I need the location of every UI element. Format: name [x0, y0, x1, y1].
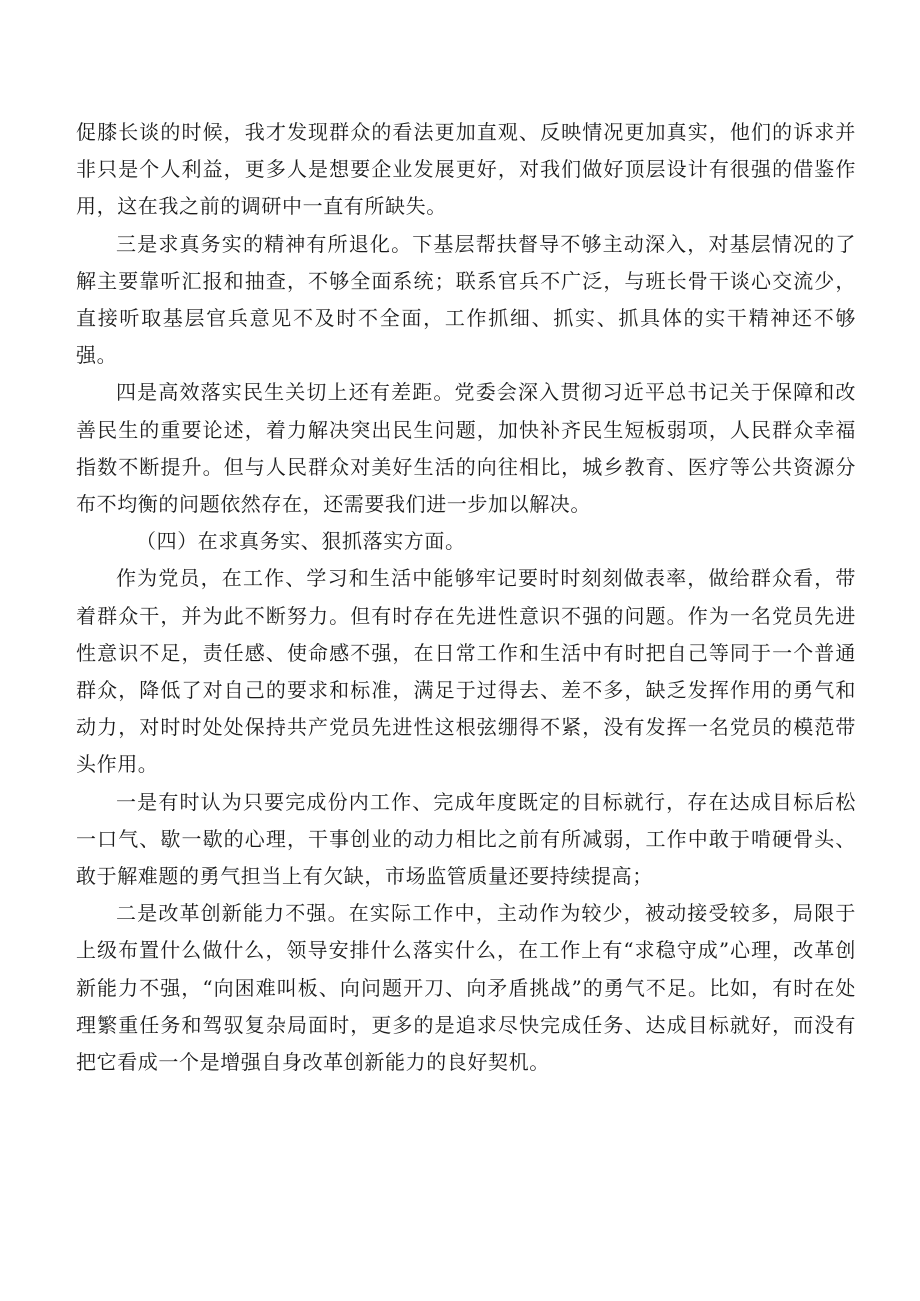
- paragraph-point-two: 二是改革创新能力不强。在实际工作中，主动作为较少，被动接受较多，局限于上级布置什么做什么，领导安排什么落实什么，在工作上有“求稳守成”心理，改革创新能力不强，“向困难叫板、向问题开刀、向矛盾挑战”的勇气不足。比如，有时在处理繁重任务和驾驭复杂局面时，更多的是追求尽快完成任务、达成目标就好，而没有把它看成一个是增强自身改革创新能力的良好契机。: [76, 901, 856, 1075]
- paragraph-point-one: 一是有时认为只要完成份内工作、完成年度既定的目标就行，存在达成目标后松一口气、歇一歇的心理，干事创业的动力相比之前有所减弱，工作中敢于啃硬骨头、敢于解难题的勇气担当上有欠缺，市场监管质量还要持续提高；: [76, 789, 856, 889]
- paragraph-party-member: 作为党员，在工作、学习和生活中能够牢记要时时刻刻做表率，做给群众看，带着群众干，并为此不断努力。但有时存在先进性意识不强的问题。作为一名党员先进性意识不足，责任感、使命感不强，在日常工作和生活中有时把自己等同于一个普通群众，降低了对自己的要求和标准，满足于过得去、差不多，缺乏发挥作用的勇气和动力，对时时处处保持共产党员先进性这根弦绷得不紧，没有发挥一名党员的模范带头作用。: [76, 566, 856, 777]
- paragraph-point-three: 三是求真务实的精神有所退化。下基层帮扶督导不够主动深入，对基层情况的了解主要靠听汇报和抽查，不够全面系统；联系官兵不广泛，与班长骨干谈心交流少，直接听取基层官兵意见不及时不全面，工作抓细、抓实、抓具体的实干精神还不够强。: [76, 231, 856, 368]
- paragraph-point-four: 四是高效落实民生关切上还有差距。党委会深入贯彻习近平总书记关于保障和改善民生的重要论述，着力解决突出民生问题，加快补齐民生短板弱项，人民群众幸福指数不断提升。但与人民群众对美好生活的向往相比，城乡教育、医疗等公共资源分布不均衡的问题依然存在，还需要我们进一步加以解决。: [76, 380, 856, 517]
- document-body: [76, 114, 856, 1081]
- section-heading: （四）在求真务实、狠抓落实方面。: [136, 529, 466, 554]
- paragraph-continuation: 促膝长谈的时候，我才发现群众的看法更加直观、反映情况更加真实，他们的诉求并非只是个人利益，更多人是想要企业发展更好，对我们做好顶层设计有很强的借鉴作用，这在我之前的调研中一直有所缺失。: [76, 120, 856, 219]
